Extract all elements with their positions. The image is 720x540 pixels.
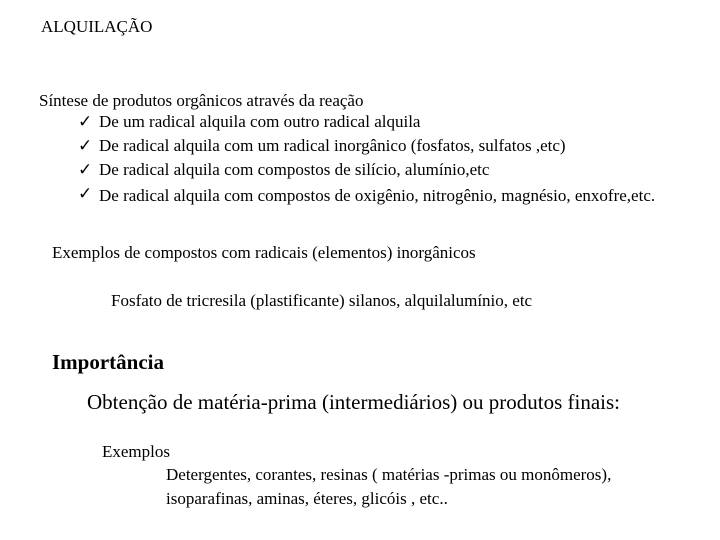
checkmark-icon: ✓ xyxy=(78,184,93,203)
page-title: ALQUILAÇÃO xyxy=(41,17,153,36)
list-item-text: De um radical alquila com outro radical alquila xyxy=(99,112,421,131)
inorganic-examples-label: Exemplos de compostos com radicais (elementos) inorgânicos xyxy=(52,243,476,262)
examples-label: Exemplos xyxy=(102,442,170,461)
synthesis-intro: Síntese de produtos orgânicos através da reação xyxy=(39,91,364,110)
list-item-text: De radical alquila com compostos de silício, alumínio,etc xyxy=(99,160,490,179)
checkmark-icon: ✓ xyxy=(78,136,93,155)
checkmark-icon: ✓ xyxy=(78,112,93,131)
synthesis-list xyxy=(78,112,678,228)
list-item-text: De radical alquila com compostos de oxigênio, nitrogênio, magnésio, enxofre,etc. xyxy=(99,186,656,205)
importance-heading: Importância xyxy=(52,350,164,374)
list-item-text: De radical alquila com um radical inorgânico (fosfatos, sulfatos ,etc) xyxy=(99,136,566,155)
checkmark-icon: ✓ xyxy=(78,160,93,179)
list-item xyxy=(78,112,678,136)
list-item xyxy=(78,136,678,160)
examples-line-2: isoparafinas, aminas, éteres, glicóis , etc.. xyxy=(166,489,448,508)
examples-line-1: Detergentes, corantes, resinas ( matérias -primas ou monômeros), xyxy=(166,465,612,484)
inorganic-examples-text: Fosfato de tricresila (plastificante) silanos, alquilalumínio, etc xyxy=(111,291,533,310)
list-item xyxy=(78,184,678,228)
list-item xyxy=(78,160,678,184)
importance-line: Obtenção de matéria-prima (intermediários) ou produtos finais: xyxy=(87,390,620,414)
